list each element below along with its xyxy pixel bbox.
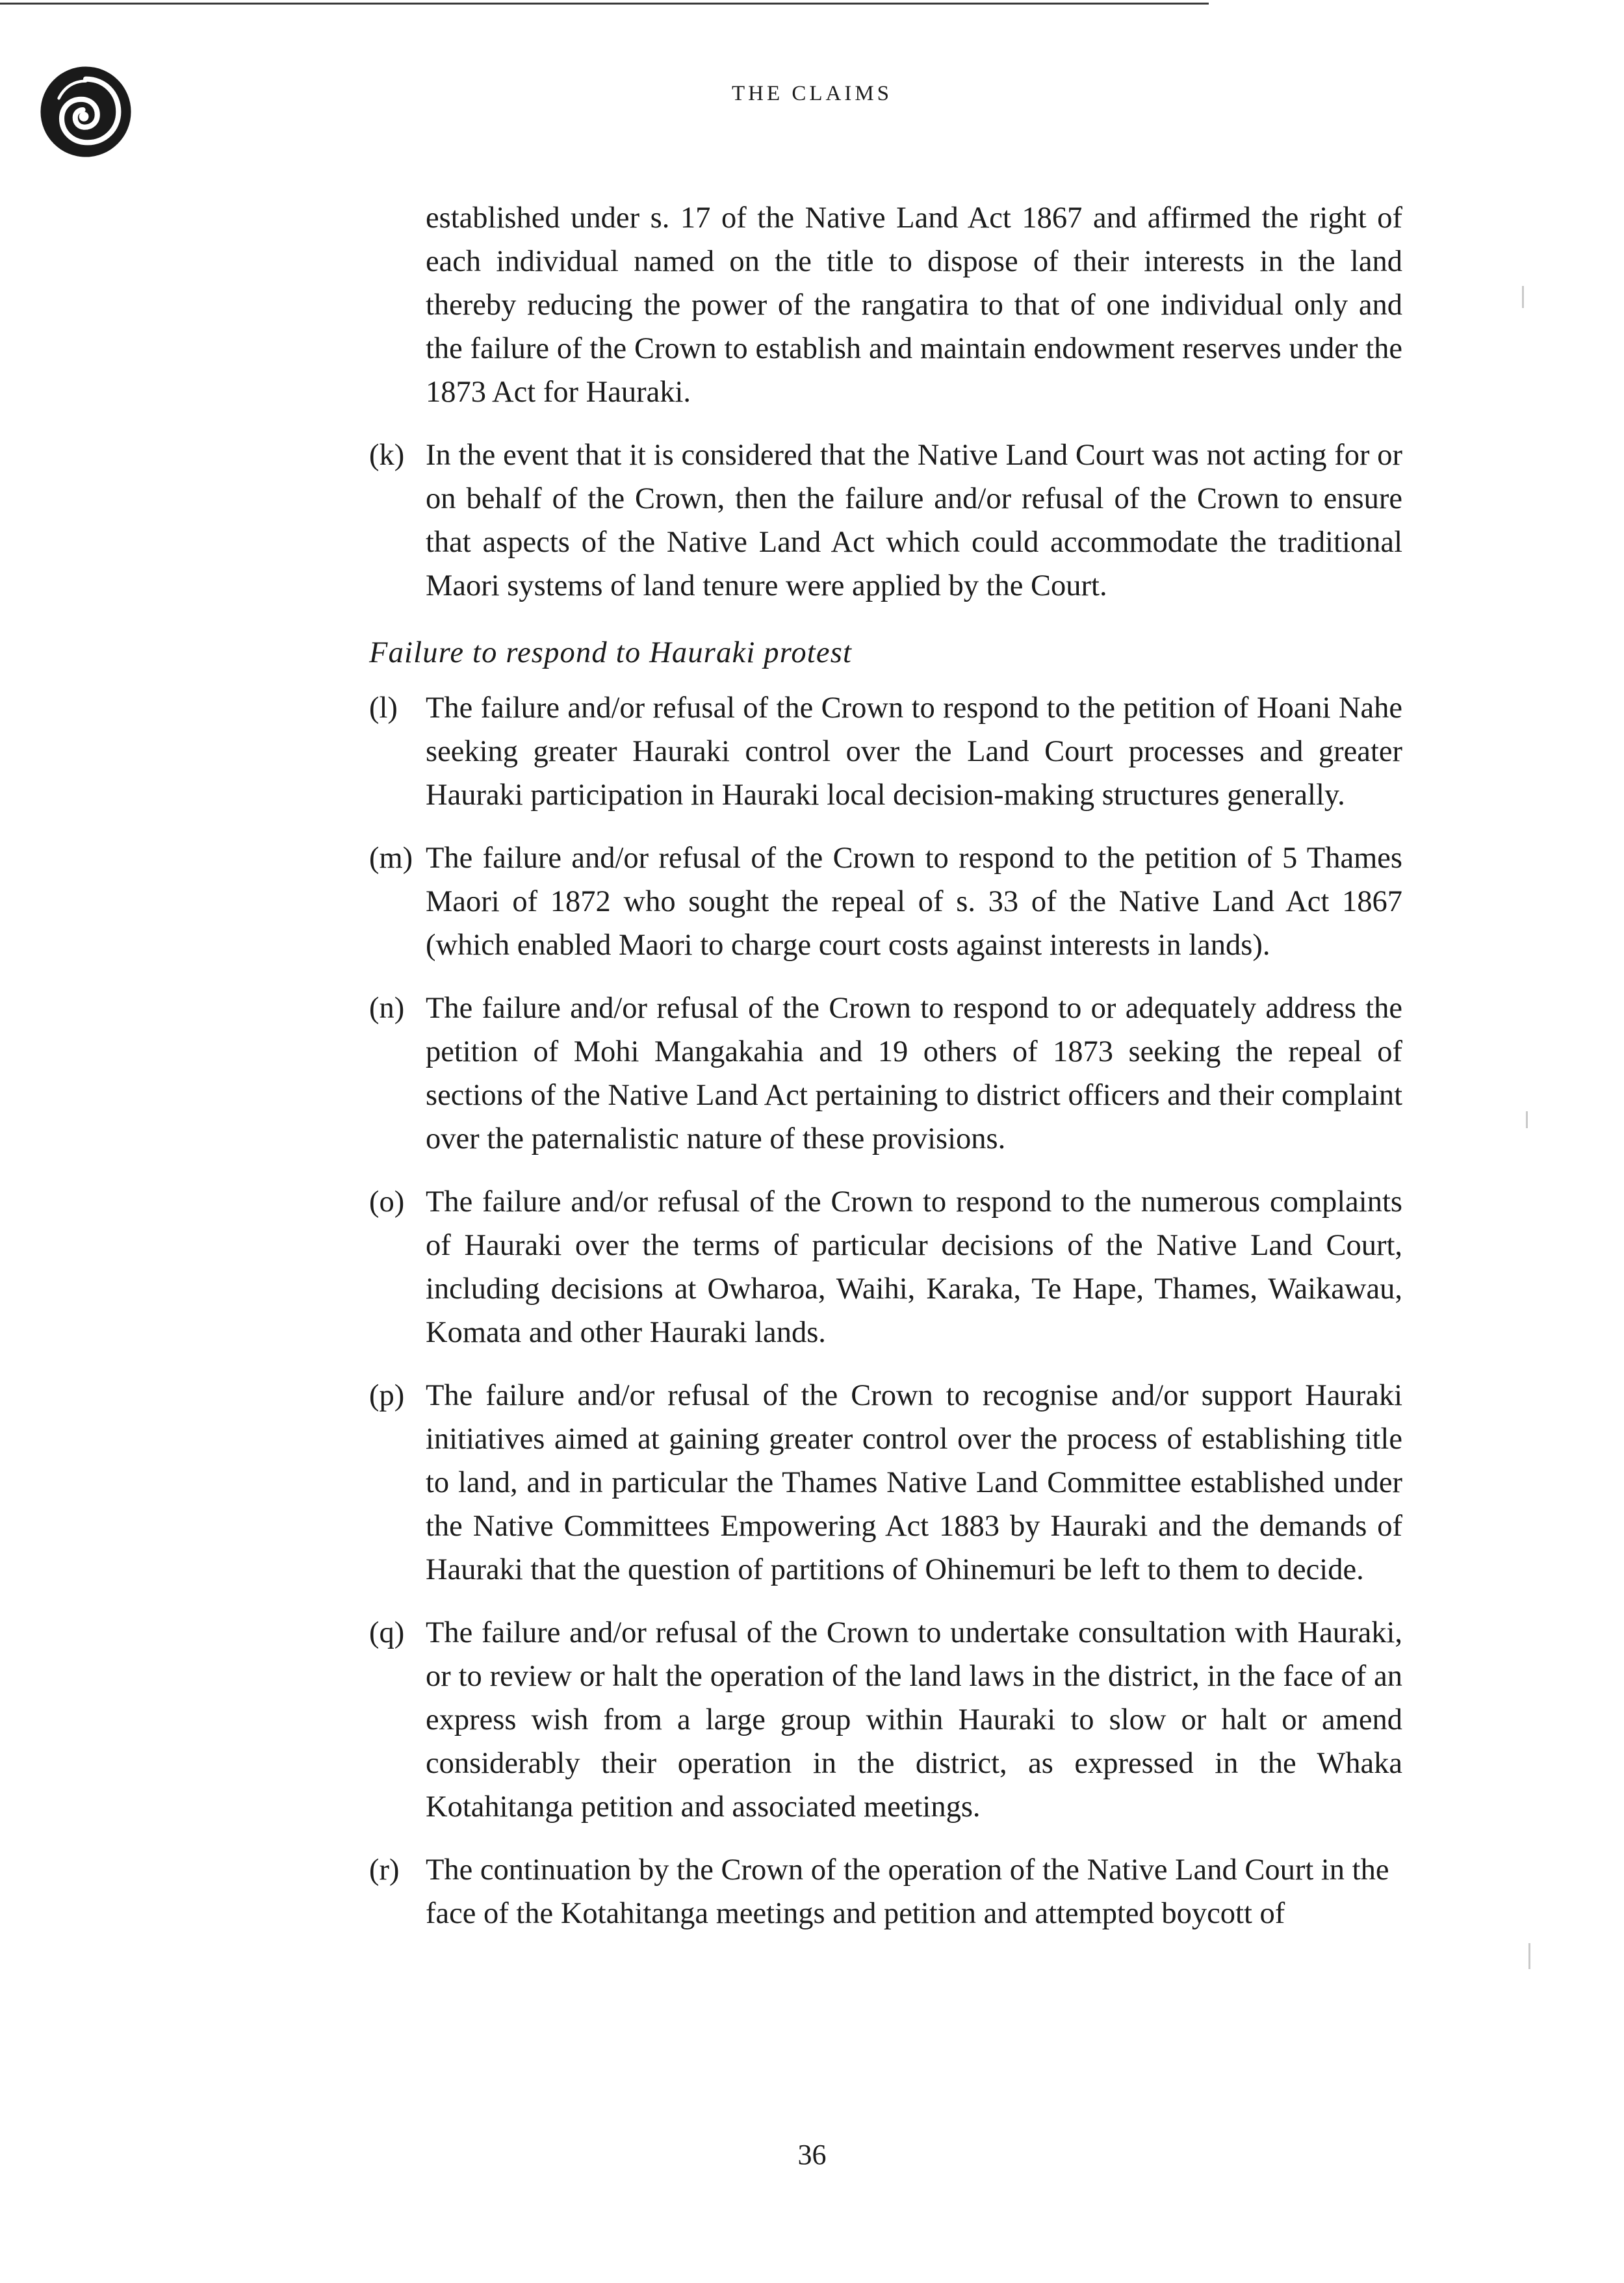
item-label: (m) [369, 842, 413, 875]
item-label: (q) [369, 1616, 405, 1649]
item-text: The failure and/or refusal of the Crown to respond to the petition of 5 Thames Maori of 1872 who sought the repeal of s. 33 of the Native Land Act 1867 (which enabled Maori to charge court costs against interests in lands). [426, 842, 1402, 962]
item-text: In the event that it is considered that the Native Land Court was not acting for or on behalf of the Crown, then the failure and/or refusal of the Crown to ensure that aspects of the Native Land Act which could accommodate the traditional Maori systems of land tenure were applied by the Court. [426, 439, 1402, 602]
body-text [369, 196, 1402, 1935]
item-label: (o) [369, 1185, 405, 1219]
item-label: (k) [369, 439, 405, 472]
item-label: (l) [369, 691, 398, 725]
list-item [369, 1374, 1402, 1592]
page-number: 36 [797, 2139, 827, 2171]
item-label: (r) [369, 1853, 400, 1887]
list-item [369, 686, 1402, 817]
running-head: THE CLAIMS [731, 82, 893, 105]
item-label: (p) [369, 1379, 405, 1412]
item-text: The failure and/or refusal of the Crown to respond to the petition of Hoani Nahe seeking greater Hauraki control over the Land Court processes and greater Hauraki participation in Hauraki local decision-making structures generally. [426, 691, 1402, 812]
list-item [369, 433, 1402, 608]
scan-mark [1526, 1111, 1528, 1128]
list-item [369, 1180, 1402, 1354]
koru-logo-icon [38, 64, 134, 160]
list-item [369, 1611, 1402, 1829]
item-text: The failure and/or refusal of the Crown to respond to or adequately address the petition of Mohi Mangakahia and 19 others of 1873 seeking the repeal of sections of the Native Land Act pertaining to district officers and their complaint over the paternalistic nature of these provisions. [426, 992, 1402, 1155]
item-label: (n) [369, 992, 405, 1025]
section-subheading: Failure to respond to Hauraki protest [369, 636, 853, 669]
scan-mark [1528, 1943, 1530, 1969]
list-item [369, 1848, 1402, 1935]
item-text: The continuation by the Crown of the operation of the Native Land Court in the face of the Kotahitanga meetings and petition and attempted boycott of [426, 1853, 1389, 1930]
item-text: The failure and/or refusal of the Crown to undertake consultation with Hauraki, or to review or halt the operation of the land laws in the district, in the face of an express wish from a large group within Hauraki to slow or halt or amend considerably their operation in the district, as expressed in the Whaka Kotahitanga petition and associated meetings. [426, 1616, 1402, 1824]
item-text: The failure and/or refusal of the Crown to recognise and/or support Hauraki initiatives aimed at gaining greater control over the process of establishing title to land, and in particular the Thames Native Land Committee established under the Native Committees Empowering Act 1883 by Hauraki and the demands of Hauraki that the question of partitions of Ohinemuri be left to them to decide. [426, 1379, 1402, 1586]
list-item [369, 987, 1402, 1161]
item-text: The failure and/or refusal of the Crown to respond to the numerous complaints of Hauraki over the terms of particular decisions of the Native Land Court, including decisions at Owharoa, Waihi, Karaka, Te Hape, Thames, Waikawau, Komata and other Hauraki lands. [426, 1185, 1402, 1349]
list-item [369, 836, 1402, 967]
scan-mark [1522, 286, 1524, 308]
top-rule [0, 3, 1209, 5]
continuation-paragraph: established under s. 17 of the Native Land Act 1867 and affirmed the right of each individual named on the title to dispose of their interests in the land thereby reducing the power of the rangatira to that of one individual only and the failure of the Crown to establish and maintain endowment reserves under the 1873 Act for Hauraki. [426, 201, 1402, 409]
